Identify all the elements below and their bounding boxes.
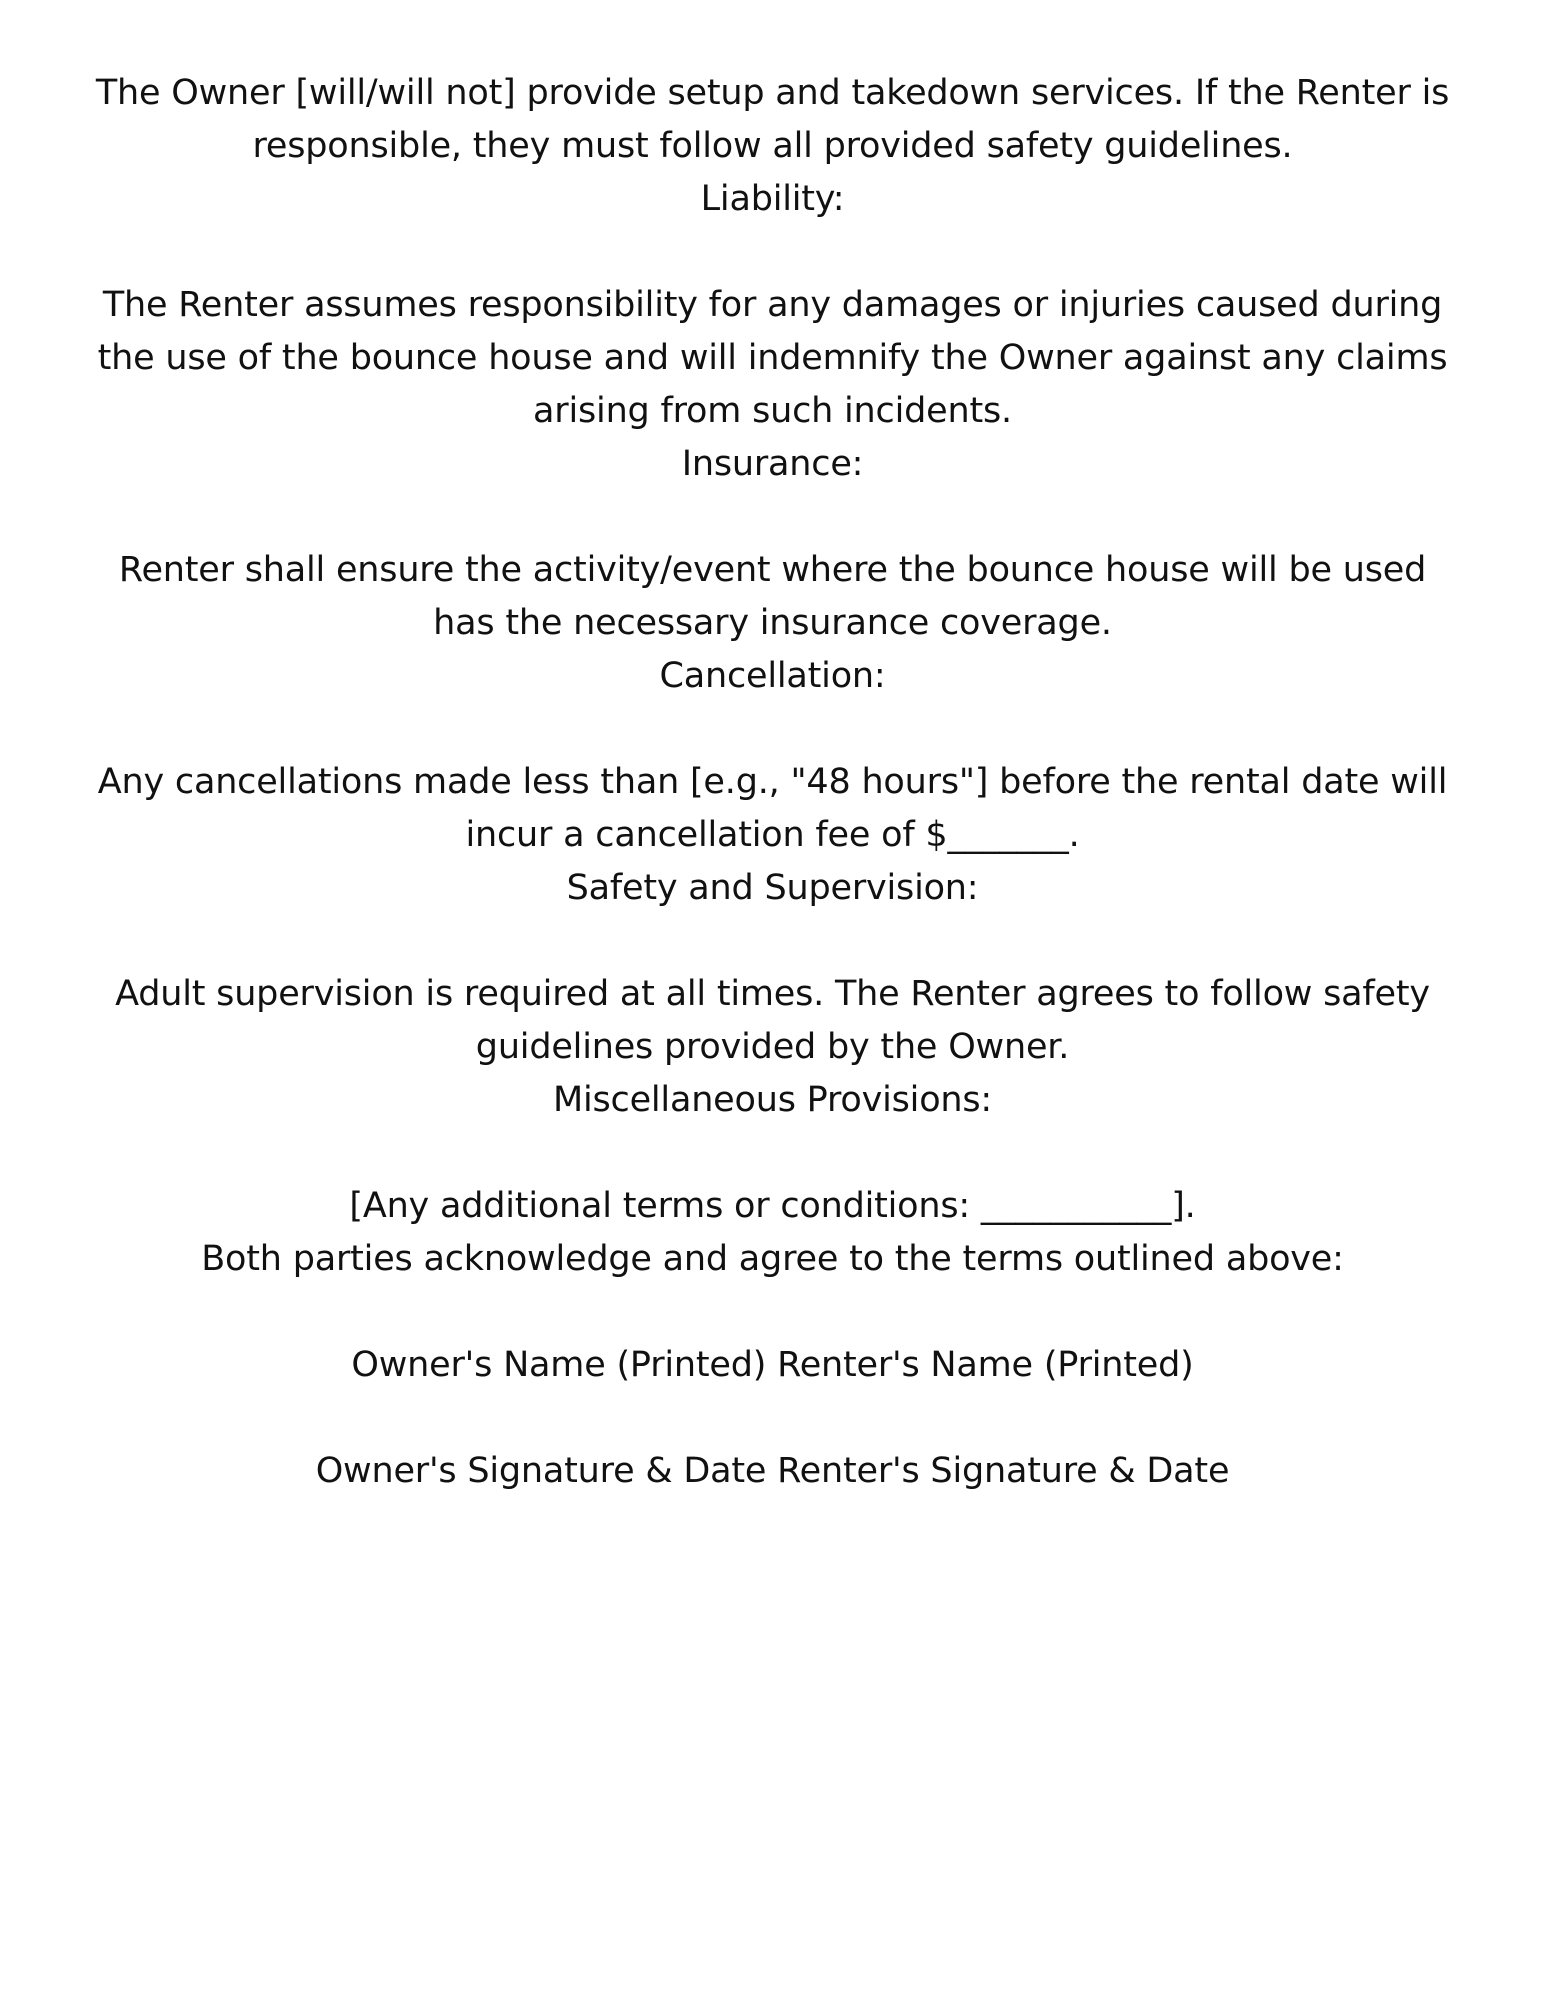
safety-line-2: guidelines provided by the Owner. (475, 1027, 1070, 1067)
cancellation-heading: Cancellation: (659, 656, 886, 696)
insurance-heading: Insurance: (681, 444, 864, 484)
safety-line-1: Adult supervision is required at all times. The Renter agrees to follow safety (115, 974, 1430, 1014)
liability-line-2: the use of the bounce house and will indemnify the Owner against any claims (97, 338, 1448, 378)
spacer (60, 915, 1485, 968)
insurance-line-1: Renter shall ensure the activity/event where the bounce house will be used (118, 550, 1427, 590)
cancellation-line-2: incur a cancellation fee of $_______. (465, 815, 1080, 855)
spacer (60, 703, 1485, 756)
intro-line-1: The Owner [will/will not] provide setup and takedown services. If the Renter is (95, 73, 1450, 113)
misc-line-1: [Any additional terms or conditions: ___________]. (349, 1186, 1196, 1226)
spacer (60, 491, 1485, 544)
cancellation-line-1: Any cancellations made less than [e.g., "48 hours"] before the rental date will (97, 762, 1448, 802)
spacer (60, 1127, 1485, 1180)
spacer (60, 1286, 1485, 1339)
liability-heading: Liability: (700, 179, 845, 219)
acknowledgement-line: Both parties acknowledge and agree to the terms outlined above: (201, 1239, 1344, 1279)
insurance-line-2: has the necessary insurance coverage. (433, 603, 1112, 643)
safety-heading: Safety and Supervision: (566, 868, 979, 908)
document-body (60, 67, 1485, 1498)
signatures-line: Owner's Signature & Date Renter's Signature & Date (315, 1451, 1230, 1491)
spacer (60, 1392, 1485, 1445)
liability-line-3: arising from such incidents. (533, 391, 1012, 431)
spacer (60, 226, 1485, 279)
printed-names-line: Owner's Name (Printed) Renter's Name (Printed) (351, 1345, 1194, 1385)
liability-line-1: The Renter assumes responsibility for any damages or injuries caused during (102, 285, 1443, 325)
misc-heading: Miscellaneous Provisions: (552, 1080, 993, 1120)
intro-line-2: responsible, they must follow all provided safety guidelines. (252, 126, 1293, 166)
